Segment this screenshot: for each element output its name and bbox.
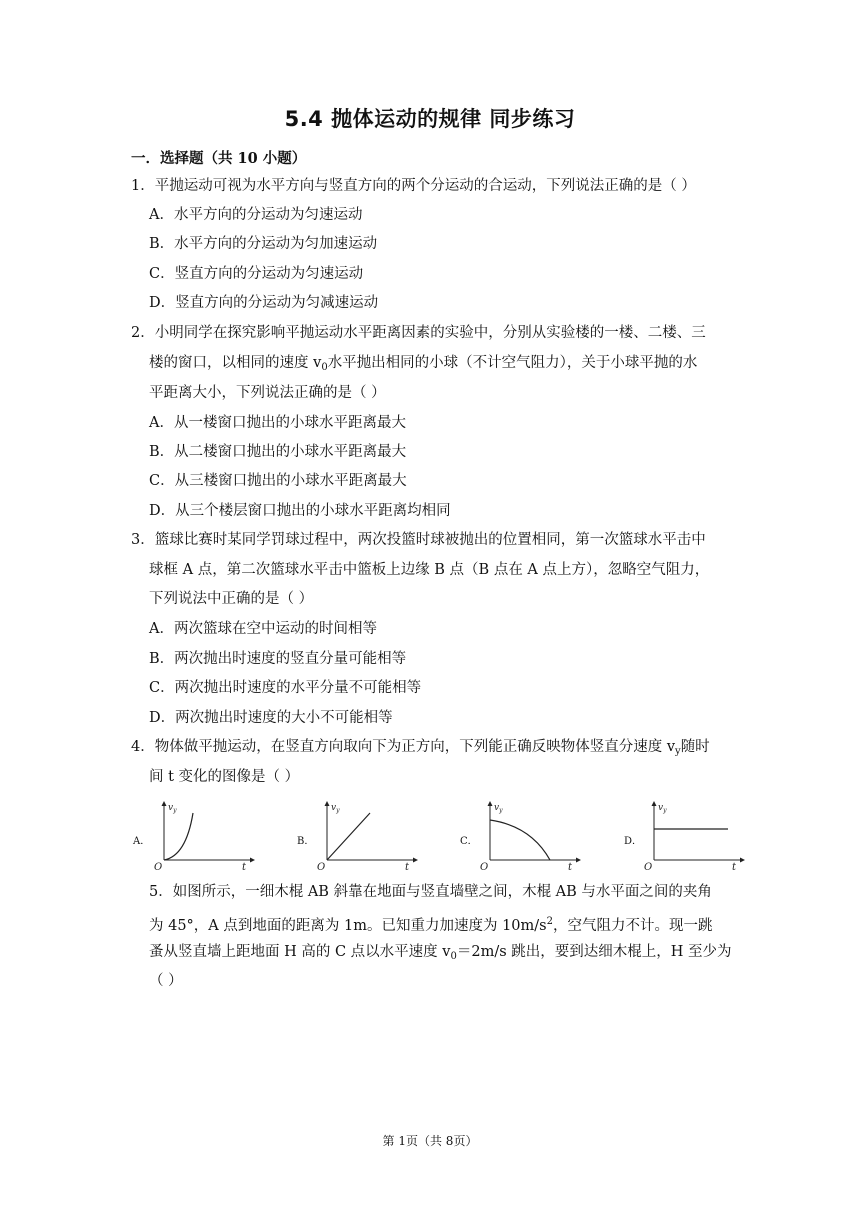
question-5-stem: 5．如图所示，一细木棍 AB 斜靠在地面与竖直墙壁之间，木棍 AB 与水平面之间的夹角 <box>149 884 712 900</box>
graph-c-axis-y: $v_y$ <box>494 803 503 814</box>
question-3-stem: 3．篮球比赛时某同学罚球过程中，两次投篮时球被抛出的位置相同，第一次篮球水平击中 <box>131 532 706 548</box>
question-4-stem-line2: 间 t 变化的图像是（ ） <box>149 769 300 785</box>
graph-d-axis-x: t <box>732 862 737 872</box>
q3-option-c: C．两次抛出时速度的水平分量不可能相等 <box>149 680 422 696</box>
question-1-stem: 1．平抛运动可视为水平方向与竖直方向的两个分运动的合运动，下列说法正确的是（ ） <box>131 178 696 194</box>
graph-b <box>313 800 423 872</box>
q1-option-c: C．竖直方向的分运动为匀速运动 <box>149 266 364 282</box>
q3-option-a: A．两次篮球在空中运动的时间相等 <box>149 621 377 637</box>
q1-option-a: A．水平方向的分运动为匀速运动 <box>149 207 363 223</box>
q3-option-d: D．两次抛出时速度的大小不可能相等 <box>149 710 393 726</box>
graph-a-curve <box>164 813 193 860</box>
graph-d-axis-y: $v_y$ <box>658 803 667 814</box>
question-2-stem-line3: 平距离大小，下列说法正确的是（ ） <box>149 385 386 401</box>
graph-c-curve <box>490 820 550 860</box>
q2-option-c: C．从三楼窗口抛出的小球水平距离最大 <box>149 473 407 489</box>
graph-c-axis-x: t <box>568 862 573 872</box>
graph-c <box>476 800 586 872</box>
question-4-stem: 4．物体做平抛运动，在竖直方向取向下为正方向，下列能正确反映物体竖直分速度 $v_y$随时 <box>131 739 710 757</box>
graph-label-a: A． <box>133 836 151 847</box>
graph-label-b: B． <box>297 836 315 847</box>
graph-d-origin: O <box>644 862 653 872</box>
section-heading: 一．选择题（共 10 小题） <box>131 150 307 167</box>
graph-c-origin: O <box>480 862 489 872</box>
graph-label-d: D． <box>624 836 643 847</box>
graph-a-axis-y: $v_y$ <box>168 803 177 814</box>
q3-option-b: B．两次抛出时速度的竖直分量可能相等 <box>149 651 407 667</box>
graph-a <box>150 800 260 872</box>
page-title: 5.4 抛体运动的规律 同步练习 <box>284 107 576 131</box>
q2-option-d: D．从三个楼层窗口抛出的小球水平距离均相同 <box>149 503 451 519</box>
page-footer: 第 1页（共 8页） <box>382 1134 478 1148</box>
graph-b-axis-y: $v_y$ <box>331 803 340 814</box>
q2-option-b: B．从二楼窗口抛出的小球水平距离最大 <box>149 444 407 460</box>
question-5-stem-line4: （ ） <box>149 973 183 989</box>
graph-b-origin: O <box>317 862 326 872</box>
graph-a-axis-x: t <box>242 862 247 872</box>
question-5-stem-line3: 蚤从竖直墙上距地面 H 高的 C 点以水平速度 $v_0=2m/s$ 跳出，要到达细木棍上，H 至少为 <box>149 944 732 962</box>
q2-option-a: A．从一楼窗口抛出的小球水平距离最大 <box>149 415 406 431</box>
question-3-stem-line2: 球框 A 点，第二次篮球水平击中篮板上边缘 B 点（B 点在 A 点上方），忽略空气阻力， <box>149 562 710 578</box>
graph-d <box>640 800 750 872</box>
q1-option-b: B．水平方向的分运动为匀加速运动 <box>149 236 378 252</box>
graph-b-curve <box>327 813 370 860</box>
question-2-stem-line2: 楼的窗口，以相同的速度 $v_0$水平抛出相同的小球（不计空气阻力），关于小球平抛的水 <box>149 355 698 373</box>
question-2-stem: 2．小明同学在探究影响平抛运动水平距离因素的实验中，分别从实验楼的一楼、二楼、三 <box>131 325 706 341</box>
graph-label-c: C． <box>460 836 478 847</box>
graph-a-origin: O <box>154 862 163 872</box>
question-5-stem-line2: 为 45°，A 点到地面的距离为 1m。已知重力加速度为 $10m/s^2$，空气阻力不计。现一跳 <box>149 916 713 934</box>
q1-option-d: D．竖直方向的分运动为匀减速运动 <box>149 295 379 311</box>
graph-b-axis-x: t <box>405 862 410 872</box>
question-3-stem-line3: 下列说法中正确的是（ ） <box>149 591 314 607</box>
